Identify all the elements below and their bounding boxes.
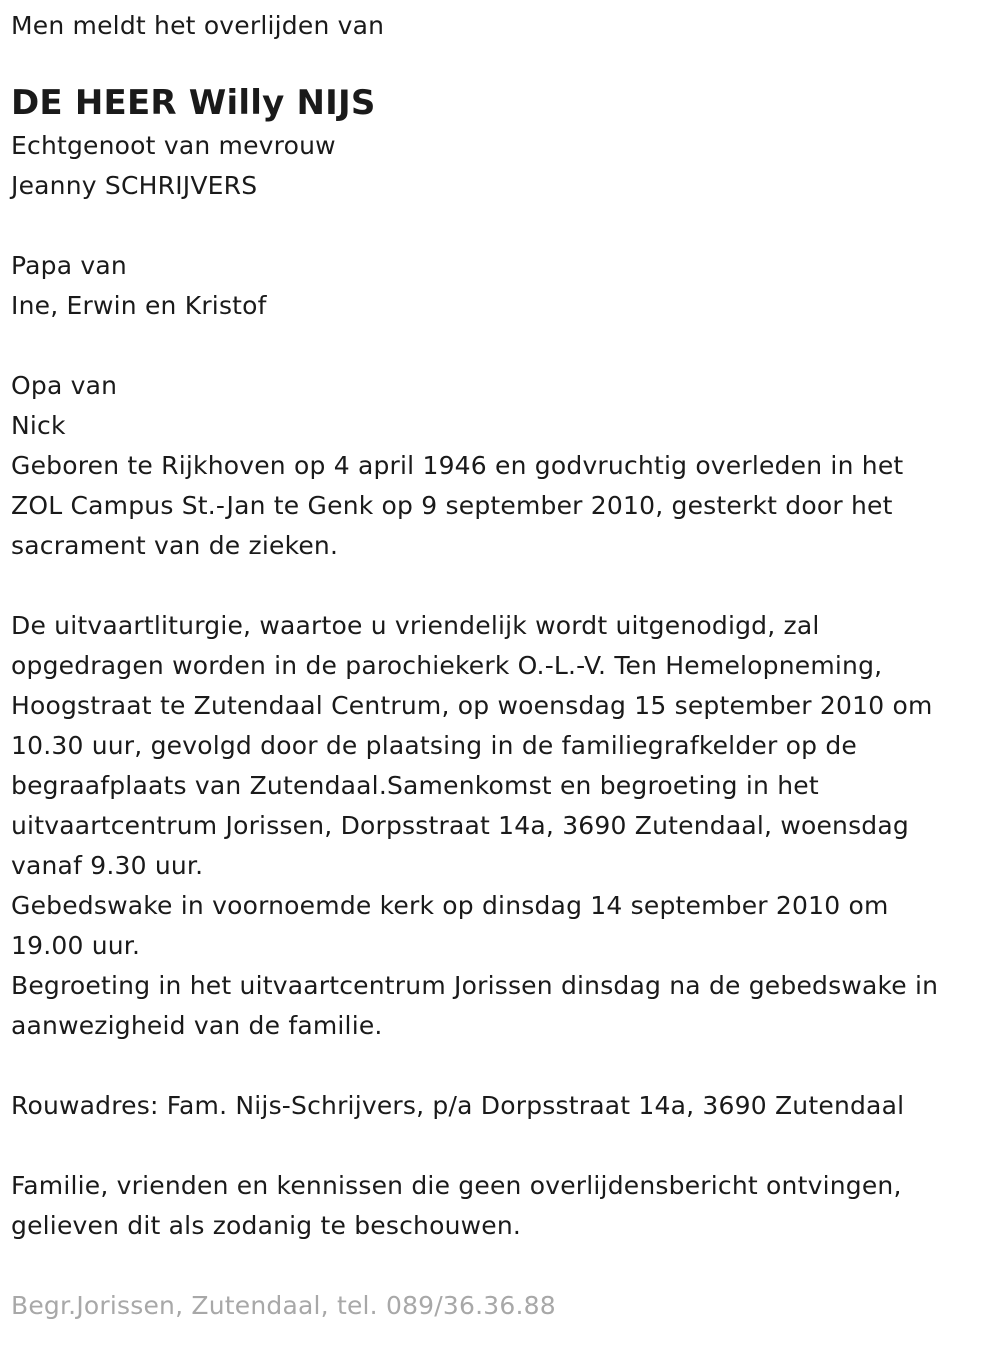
- spouse-name: Jeanny SCHRIJVERS: [11, 171, 258, 200]
- deceased-name: DE HEER Willy NIJS: [11, 83, 376, 123]
- birth-death-line: Geboren te Rijkhoven op 4 april 1946 en godvruchtig overleden in het: [11, 451, 904, 480]
- funeral-line: vanaf 9.30 uur.: [11, 851, 204, 880]
- funeral-line: aanwezigheid van de familie.: [11, 1011, 383, 1040]
- birth-death-line: ZOL Campus St.-Jan te Genk op 9 september 2010, gesterkt door het: [11, 491, 893, 520]
- spacer: [11, 326, 991, 366]
- funeral-line: opgedragen worden in de parochiekerk O.-L.-V. Ten Hemelopneming,: [11, 651, 883, 680]
- children-label: Papa van: [11, 251, 127, 280]
- funeral-line: Hoogstraat te Zutendaal Centrum, op woensdag 15 september 2010 om: [11, 691, 933, 720]
- funeral-line: Gebedswake in voornoemde kerk op dinsdag 14 september 2010 om: [11, 891, 889, 920]
- notice-line: gelieven dit als zodanig te beschouwen.: [11, 1211, 522, 1240]
- funeral-line: 19.00 uur.: [11, 931, 141, 960]
- spacer: [11, 1046, 991, 1086]
- funeral-line: 10.30 uur, gevolgd door de plaatsing in de familiegrafkelder op de: [11, 731, 857, 760]
- spacer: [11, 566, 991, 606]
- spacer: [11, 1126, 991, 1166]
- funeral-home-footer: Begr.Jorissen, Zutendaal, tel. 089/36.36.88: [11, 1291, 556, 1320]
- children-names: Ine, Erwin en Kristof: [11, 291, 267, 320]
- funeral-line: begraafplaats van Zutendaal.Samenkomst en begroeting in het: [11, 771, 819, 800]
- funeral-line: De uitvaartliturgie, waartoe u vriendelijk wordt uitgenodigd, zal: [11, 611, 820, 640]
- birth-death-line: sacrament van de zieken.: [11, 531, 339, 560]
- intro-line: Men meldt het overlijden van: [11, 11, 385, 40]
- spacer: [11, 206, 991, 246]
- mourning-address: Rouwadres: Fam. Nijs-Schrijvers, p/a Dorpsstraat 14a, 3690 Zutendaal: [11, 1091, 905, 1120]
- grandchildren-names: Nick: [11, 411, 66, 440]
- notice-line: Familie, vrienden en kennissen die geen overlijdensbericht ontvingen,: [11, 1171, 902, 1200]
- funeral-line: uitvaartcentrum Jorissen, Dorpsstraat 14a, 3690 Zutendaal, woensdag: [11, 811, 909, 840]
- funeral-line: Begroeting in het uitvaartcentrum Jorissen dinsdag na de gebedswake in: [11, 971, 939, 1000]
- spouse-label: Echtgenoot van mevrouw: [11, 131, 336, 160]
- obituary-notice: [11, 6, 991, 1326]
- spacer: [11, 1246, 991, 1286]
- grandchildren-label: Opa van: [11, 371, 118, 400]
